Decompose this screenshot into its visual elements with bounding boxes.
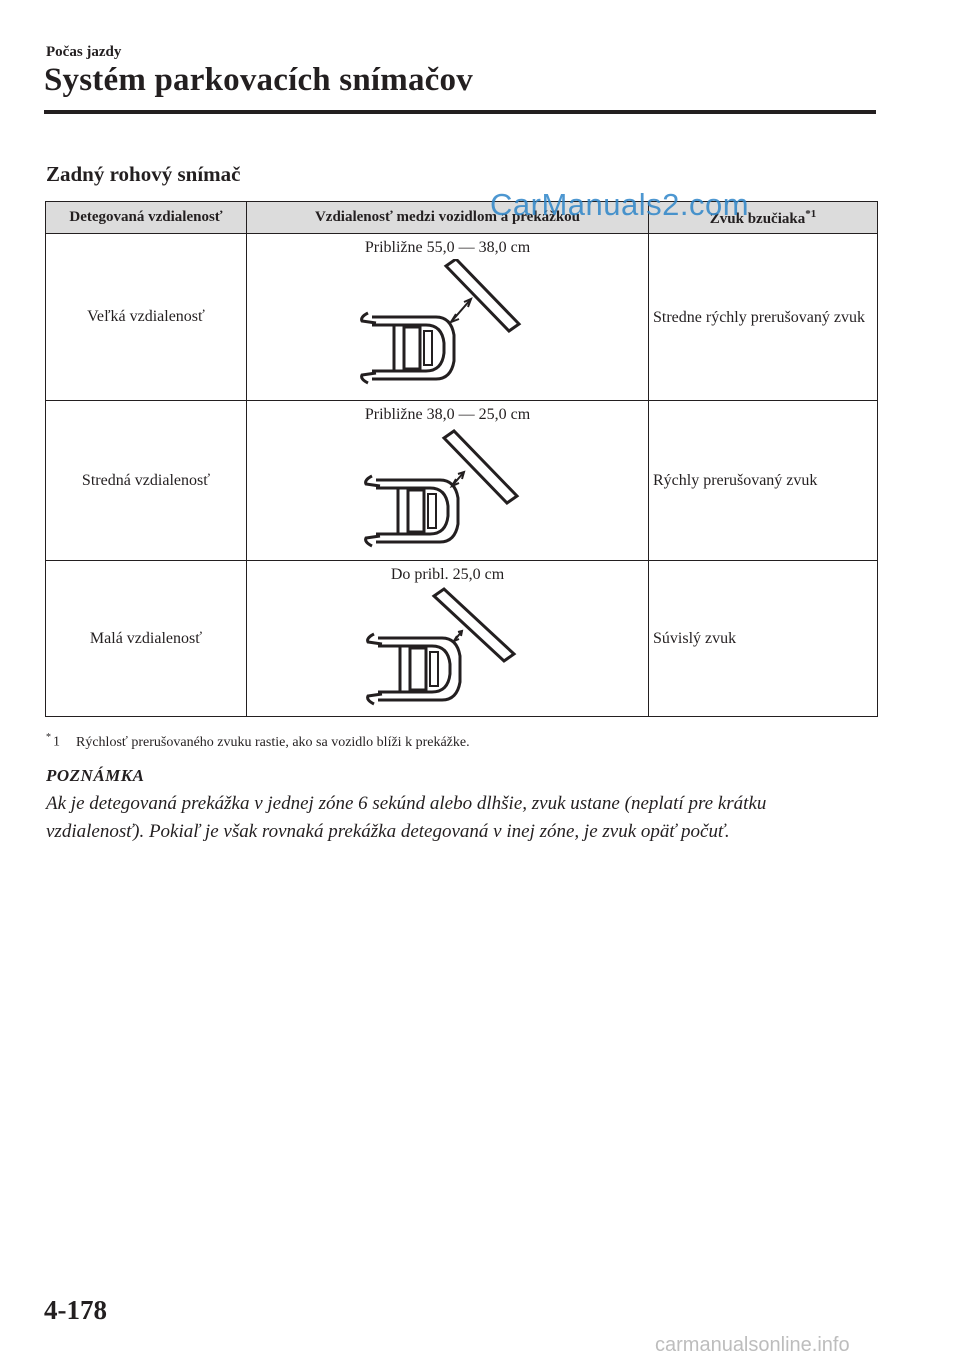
table-row	[46, 561, 878, 717]
footnote-mark: *	[46, 732, 51, 743]
buzzer-sound: Rýchly prerušovaný zvuk	[649, 401, 878, 561]
distance-arrow-icon	[454, 631, 462, 641]
distance-range: Približne 38,0 — 25,0 cm	[364, 406, 531, 423]
page-number: 4-178	[44, 1295, 107, 1325]
header-vehicle-obstacle-distance: Vzdialenosť medzi vozidlom a prekážkou	[247, 202, 649, 234]
header-buzzer-sound-label: Zvuk bzučiaka	[709, 210, 806, 227]
footnote	[46, 732, 470, 751]
car-top-view-icon	[367, 634, 459, 704]
note-text: Ak je detegovaná prekážka v jednej zóne 6 sekúnd alebo dlhšie, zvuk ustane (neplatí pre krátku vzdialenosť). Pokiaľ je však rovnaká prekážka detegovaná v inej zóne, je zvuk opäť počuť.	[46, 793, 767, 842]
carmanuals-watermark: CarManuals2.com	[490, 187, 750, 222]
section-title: Zadný rohový snímač	[46, 162, 241, 186]
car-obstacle-diagram	[348, 586, 548, 710]
car-top-view-icon	[361, 313, 453, 383]
title-rule	[44, 110, 876, 114]
diagram-cell	[247, 561, 649, 717]
distance-level: Malá vzdialenosť	[46, 561, 247, 717]
distance-table	[45, 201, 878, 717]
header-footnote-mark: *1	[805, 207, 817, 220]
table-row	[46, 401, 878, 561]
distance-level: Stredná vzdialenosť	[46, 401, 247, 561]
obstacle-bar-icon	[444, 431, 517, 503]
footnote-text: Rýchlosť prerušovaného zvuku rastie, ako sa vozidlo blíži k prekážke.	[76, 734, 470, 750]
note-heading: POZNÁMKA	[46, 766, 145, 785]
header-detected-distance: Detegovaná vzdialenosť	[46, 202, 247, 234]
buzzer-sound: Stredne rýchly prerušovaný zvuk	[649, 234, 878, 401]
distance-level: Veľká vzdialenosť	[46, 234, 247, 401]
site-watermark: carmanualsonline.info	[655, 1334, 850, 1356]
breadcrumb: Počas jazdy	[46, 44, 122, 60]
diagram-cell	[247, 401, 649, 561]
table-row	[46, 234, 878, 401]
page-title: Systém parkovacích snímačov	[44, 62, 473, 98]
diagram-cell	[247, 234, 649, 401]
car-top-view-icon	[365, 476, 457, 546]
buzzer-sound: Súvislý zvuk	[649, 561, 878, 717]
distance-range: Približne 55,0 — 38,0 cm	[364, 239, 531, 256]
distance-arrow-icon	[452, 472, 464, 486]
distance-arrow-icon	[451, 299, 471, 322]
distance-range: Do pribl. 25,0 cm	[390, 566, 505, 583]
car-obstacle-diagram	[348, 259, 548, 393]
car-obstacle-diagram	[348, 426, 548, 552]
footnote-number: 1	[53, 734, 60, 750]
table-header-row	[46, 202, 878, 234]
